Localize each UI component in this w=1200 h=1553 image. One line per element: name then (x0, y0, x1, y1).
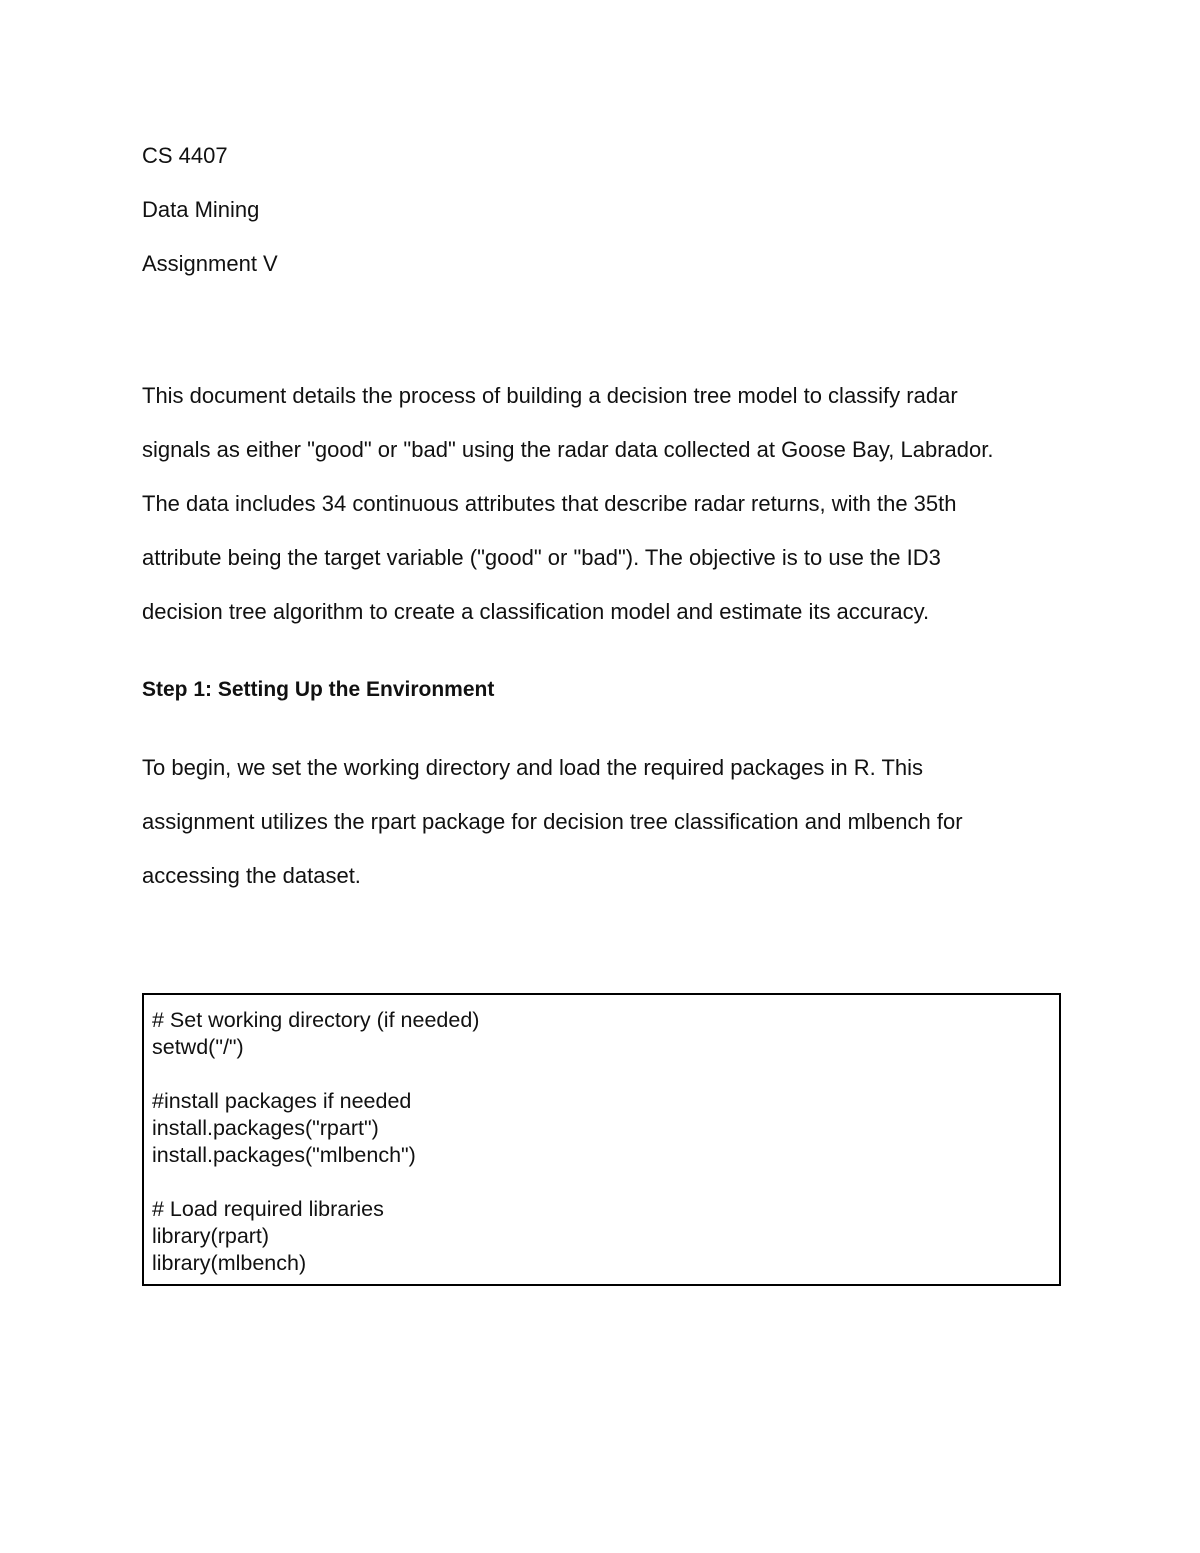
code-block (142, 993, 1061, 1286)
paragraph-line: attribute being the target variable ("good" or "bad"). The objective is to use the ID3 (142, 545, 941, 570)
paragraph-line: This document details the process of building a decision tree model to classify radar (142, 383, 958, 408)
code-line: install.packages("mlbench") (152, 1143, 416, 1167)
code-line: # Set working directory (if needed) (152, 1008, 480, 1032)
paragraph-line: To begin, we set the working directory and load the required packages in R. This (142, 755, 924, 780)
course-code: CS 4407 (142, 143, 228, 168)
course-subject: Data Mining (142, 197, 260, 222)
paragraph-line: The data includes 34 continuous attributes that describe radar returns, with the 35th (142, 491, 957, 516)
section-heading: Step 1: Setting Up the Environment (142, 678, 495, 701)
paragraph-line: assignment utilizes the rpart package for decision tree classification and mlbench for (142, 809, 963, 834)
assignment-title: Assignment V (142, 251, 278, 276)
paragraph-line: accessing the dataset. (142, 863, 361, 888)
code-line: #install packages if needed (152, 1089, 412, 1113)
paragraph-line: signals as either "good" or "bad" using the radar data collected at Goose Bay, Labrador. (142, 437, 994, 462)
code-line: library(mlbench) (152, 1251, 307, 1275)
code-line: # Load required libraries (152, 1197, 384, 1221)
code-line: setwd("/") (152, 1035, 244, 1059)
code-line: library(rpart) (152, 1224, 270, 1248)
paragraph-line: decision tree algorithm to create a classification model and estimate its accuracy. (142, 599, 930, 624)
code-line: install.packages("rpart") (152, 1116, 379, 1140)
